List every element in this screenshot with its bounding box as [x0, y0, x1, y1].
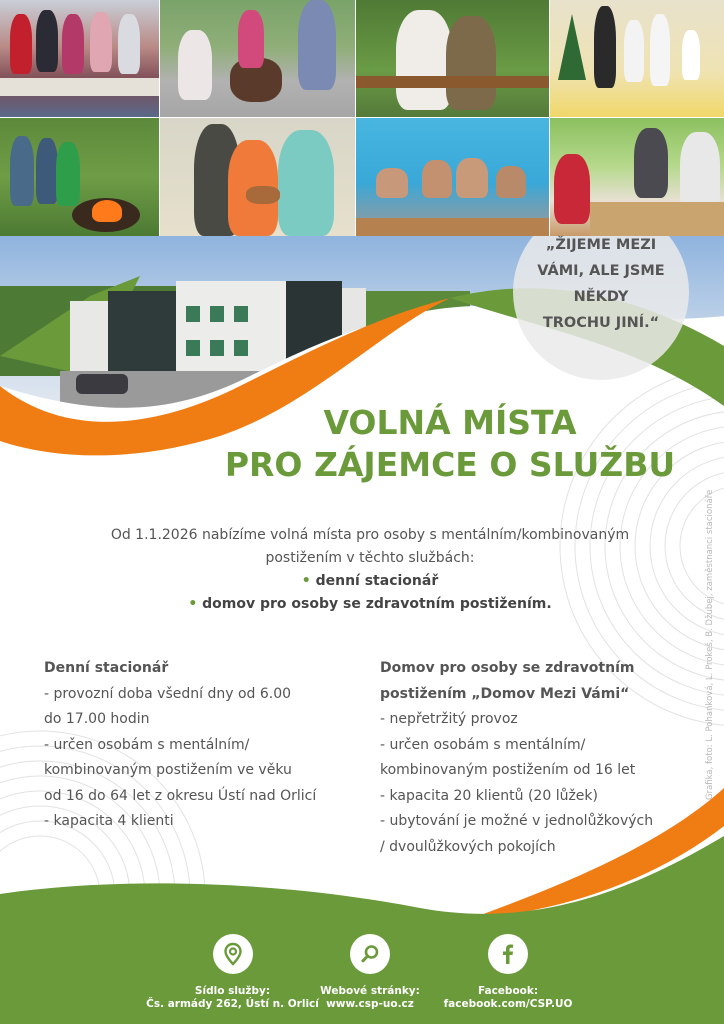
day-care-line: - kapacita 4 klienti — [44, 813, 174, 829]
photo-swimming-pool — [356, 118, 549, 236]
background-decoration — [0, 236, 724, 1024]
home-line: - nepřetržitý provoz — [380, 711, 518, 727]
home-line: - určen osobám s mentálním/ — [380, 736, 586, 753]
intro-line-2: postižením v těchto službách: — [265, 550, 475, 566]
home-heading-line-2: postižením „Domov Mezi Vámi“ — [380, 685, 630, 702]
photo-credit: Grafika, foto: L. Pohanková, L. Prokeš, B. Džubej, zaměstnanci stacionáře — [705, 489, 715, 800]
day-care-line: - provozní doba všední dny od 6.00 — [44, 685, 292, 702]
facebook-label: Facebook: — [477, 985, 539, 997]
photo-campfire — [0, 118, 159, 236]
bullet-text-home: domov pro osoby se zdravotním postižením. — [202, 596, 552, 612]
footer-web[interactable] — [305, 934, 435, 1011]
day-care-line: do 17.00 hodin — [44, 711, 150, 727]
search-icon — [350, 934, 390, 974]
title-line-1: VOLNÁ MÍSTA — [323, 403, 577, 442]
photo-dog-walk — [160, 0, 355, 117]
photo-collage — [0, 0, 724, 236]
intro-line-1: Od 1.1.2026 nabízíme volná místa pro osoby s mentálním/kombinovaným — [110, 527, 630, 543]
photo-couple-bench — [356, 0, 549, 117]
facebook-link[interactable]: facebook.com/CSP.UO — [443, 998, 573, 1010]
bullet-item — [70, 570, 670, 593]
day-care-column — [44, 656, 346, 835]
home-line: kombinovaným postižením od 16 let — [380, 762, 636, 778]
bullet-text-day-care: denní stacionář — [315, 573, 439, 589]
address-label: Sídlo služby: — [194, 985, 271, 997]
quote-line-4: TROCHU JINÍ.“ — [542, 315, 660, 331]
quote-text — [526, 232, 676, 336]
home-line: / dvoulůžkových pokojích — [380, 838, 556, 855]
photo-theatre-play — [550, 0, 724, 117]
page-title — [150, 402, 724, 486]
home-line: - ubytování je možné v jednolůžkových — [380, 813, 654, 829]
bullet-dot-icon: • — [301, 573, 311, 589]
title-line-2: PRO ZÁJEMCE O SLUŽBU — [224, 445, 676, 484]
facebook-icon — [488, 934, 528, 974]
home-heading-line-1: Domov pro osoby se zdravotním — [380, 660, 635, 676]
quote-line-1: „ŽIJEME MEZI — [545, 237, 657, 253]
bullet-item — [70, 593, 670, 616]
photo-group-with-crafts — [0, 0, 159, 117]
intro-text — [70, 524, 670, 616]
day-care-heading: Denní stacionář — [44, 660, 169, 676]
photo-crafts-table — [550, 118, 724, 236]
day-care-line: od 16 do 64 let z okresu Ústí nad Orlicí — [44, 787, 317, 804]
map-pin-icon — [213, 934, 253, 974]
bullet-dot-icon: • — [188, 596, 198, 612]
day-care-line: - určen osobám s mentálním/ — [44, 736, 250, 753]
quote-line-2: VÁMI, ALE JSME — [537, 263, 665, 279]
footer-facebook[interactable] — [438, 934, 578, 1011]
footer-address — [140, 934, 325, 1011]
photo-cake — [160, 118, 355, 236]
home-line: - kapacita 20 klientů (20 lůžek) — [380, 787, 598, 804]
day-care-line: kombinovaným postižením ve věku — [44, 762, 292, 778]
web-label: Webové stránky: — [320, 985, 420, 997]
quote-line-3: NĚKDY — [573, 289, 629, 305]
home-column — [380, 656, 680, 860]
address-value: Čs. armády 262, Ústí n. Orlicí — [146, 998, 319, 1010]
web-link[interactable]: www.csp-uo.cz — [326, 998, 414, 1010]
